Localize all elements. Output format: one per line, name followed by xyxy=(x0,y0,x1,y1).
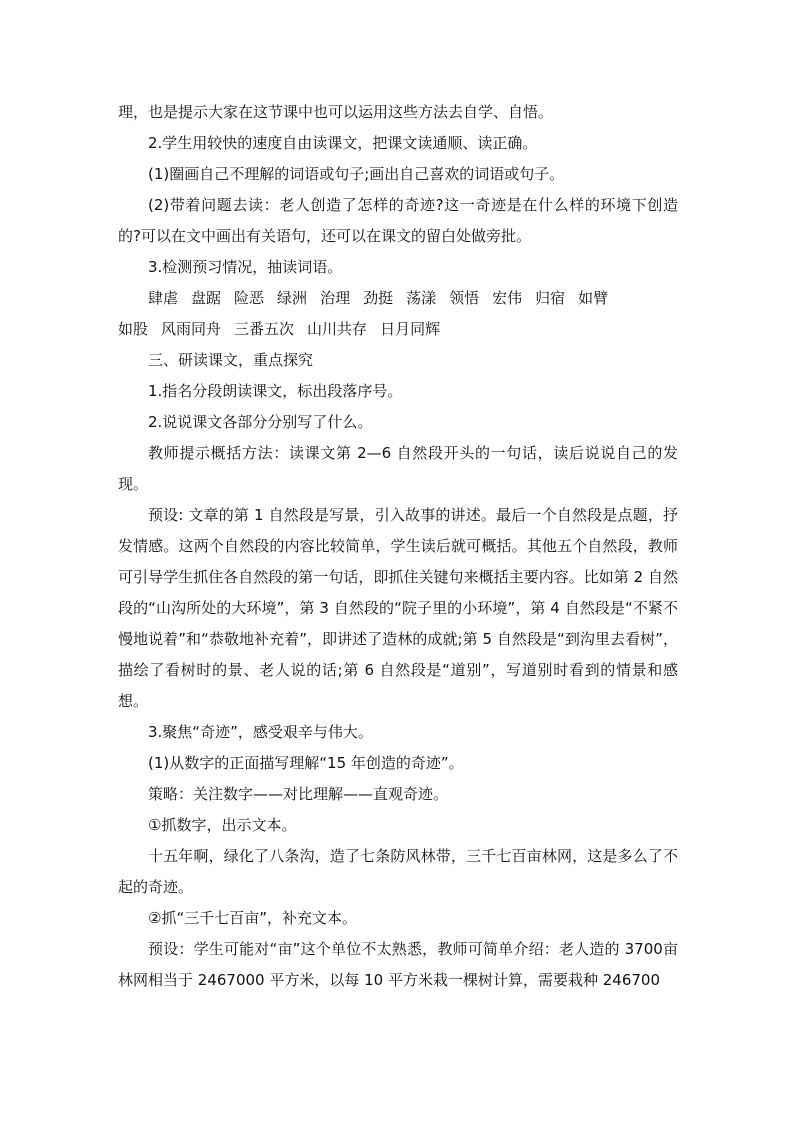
vocab-word: 日月同辉 xyxy=(380,320,441,338)
vocab-word: 山川共存 xyxy=(307,320,368,338)
section-heading: 三、研读课文，重点探究 xyxy=(148,351,314,369)
paragraph: (1)圈画自己不理解的词语或句子;画出自己喜欢的词语或句子。 xyxy=(148,165,565,183)
vocab-word: 风雨同舟 xyxy=(161,320,222,338)
paragraph: 十五年啊，绿化了八条沟，造了七条防风林带，三千七百亩林网，这是多么了不起的奇迹。 xyxy=(118,847,678,896)
vocab-word: 险恶 xyxy=(234,289,265,307)
paragraph: ①抓数字，出示文本。 xyxy=(148,816,297,834)
vocab-word: 盘踞 xyxy=(191,289,222,307)
paragraph: 预设: 文章的第 1 自然段是写景，引入故事的讲述。最后一个自然段是点题，抒发情感。这两个自然段的内容比较简单，学生读后就可概括。其他五个自然段，教师可引导学生抓住各自然段的第一句话，即抓住关键句来概括主要内容。比如第 2 自然段的“山沟所处的大环境”，第 3 自然段的“院子里的小环境”，第 4 自然段是“不紧不慢地说着”和“恭敬地补充着”，即讲述了造林的成就;第 5 自然段是“到沟里去看树”，描绘了看树时的景、老人说的话;第 6 自然段是“道别”，写道别时看到的情景和感想。 xyxy=(118,506,678,710)
vocab-word: 荡漾 xyxy=(406,289,437,307)
vocab-word: 肆虐 xyxy=(148,289,179,307)
vocab-word: 劲挺 xyxy=(363,289,394,307)
vocab-word: 绿洲 xyxy=(277,289,308,307)
paragraph: (1)从数字的正面描写理解“15 年创造的奇迹”。 xyxy=(148,754,464,772)
vocab-word: 归宿 xyxy=(535,289,566,307)
document-body xyxy=(118,97,678,996)
vocab-word: 宏伟 xyxy=(492,289,523,307)
paragraph: 理，也是提示大家在这节课中也可以运用这些方法去自学、自悟。 xyxy=(118,103,554,121)
vocab-list-line-2 xyxy=(118,314,678,345)
vocab-word: 领悟 xyxy=(449,289,480,307)
paragraph: (2)带着问题去读：老人创造了怎样的奇迹?这一奇迹是在什么样的环境下创造的?可以在文中画出有关语句，还可以在课文的留白处做旁批。 xyxy=(118,196,678,245)
paragraph: 策略：关注数字——对比理解——直观奇迹。 xyxy=(148,785,449,803)
vocab-word: 如股 xyxy=(118,320,149,338)
paragraph: ②抓“三千七百亩”，补充文本。 xyxy=(148,909,357,927)
vocab-word: 如臂 xyxy=(578,289,609,307)
paragraph: 教师提示概括方法：读课文第 2—6 自然段开头的一句话，读后说说自己的发现。 xyxy=(118,444,678,493)
paragraph: 2.说说课文各部分分别写了什么。 xyxy=(148,413,373,431)
vocab-word: 三番五次 xyxy=(234,320,295,338)
paragraph: 2.学生用较快的速度自由读课文，把课文读通顺、读正确。 xyxy=(148,134,538,152)
vocab-list-line-1 xyxy=(118,283,678,314)
paragraph: 3.聚焦“奇迹”，感受艰辛与伟大。 xyxy=(148,723,373,741)
paragraph: 1.指名分段朗读课文，标出段落序号。 xyxy=(148,382,403,400)
paragraph: 预设：学生可能对“亩”这个单位不太熟悉，教师可简单介绍：老人造的 3700亩林网相当于 2467000 平方米，以每 10 平方米栽一棵树计算，需要栽种 246700 xyxy=(118,940,678,989)
paragraph: 3.检测预习情况，抽读词语。 xyxy=(148,258,343,276)
vocab-word: 治理 xyxy=(320,289,351,307)
